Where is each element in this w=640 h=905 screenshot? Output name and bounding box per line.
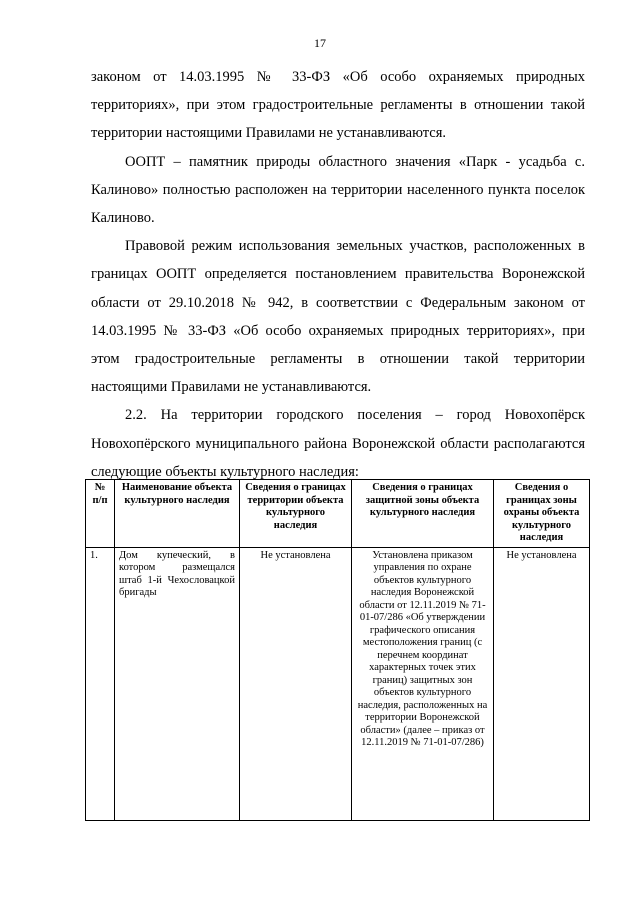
header-protective-zone: Сведения о границах защитной зоны объекта культурного наследия (352, 480, 494, 548)
cell-protective-zone: Установлена приказом управления по охране объектов культурного наследия Воронежской области от 12.11.2019 № 71-01-07/286 «Об утверждении графического описания местоположения границ (с перечнем координат характерных точек этих границ) защитных зон объектов культурного наследия, расположенных на территории Воронежской области» (далее – приказ от 12.11.2019 № 71-01-07/286) (352, 547, 494, 820)
header-number: № п/п (86, 480, 115, 548)
table-row (86, 547, 590, 820)
cell-number: 1. (86, 547, 115, 820)
document-body (91, 63, 585, 486)
cultural-heritage-table (85, 479, 590, 821)
paragraph-oopt-location: ООПТ – памятник природы областного значения «Парк - усадьба с. Калиново» полностью расположен на территории населенного пункта поселок Калиново. (91, 153, 585, 227)
cell-object-name: Дом купеческий, в котором размещался штаб 1-й Чехословацкой бригады (115, 547, 240, 820)
header-territory-boundaries: Сведения о границах территории объекта культурного наследия (240, 480, 352, 548)
paragraph-cultural-heritage-intro: 2.2. На территории городского поселения – город Новохопёрск Новохопёрского муниципального района Воронежской области располагаются следующие объекты культурного наследия: (91, 407, 585, 480)
page-number: 17 (314, 36, 326, 50)
cell-territory: Не установлена (240, 547, 352, 820)
header-object-name: Наименование объекта культурного наследия (115, 480, 240, 548)
cell-protection-zone: Не установлена (494, 547, 590, 820)
table-header-row (86, 480, 590, 548)
header-protection-zone: Сведения о границах зоны охраны объекта культурного наследия (494, 480, 590, 548)
paragraph-legal-regime: Правовой режим использования земельных участков, расположенных в границах ООПТ определяется постановлением правительства Воронежской области от 29.10.2018 № 942, в соответствии с Федеральным законом от 14.03.1995 № 33-ФЗ «Об особо охраняемых природных территориях», при этом градостроительные регламенты в отношении такой территории настоящими Правилами не устанавливаются. (91, 238, 585, 396)
paragraph-continuation: законом от 14.03.1995 № 33-ФЗ «Об особо охраняемых природных территориях», при этом градостроительные регламенты в отношении такой территории настоящими Правилами не устанавливаются. (91, 69, 585, 142)
